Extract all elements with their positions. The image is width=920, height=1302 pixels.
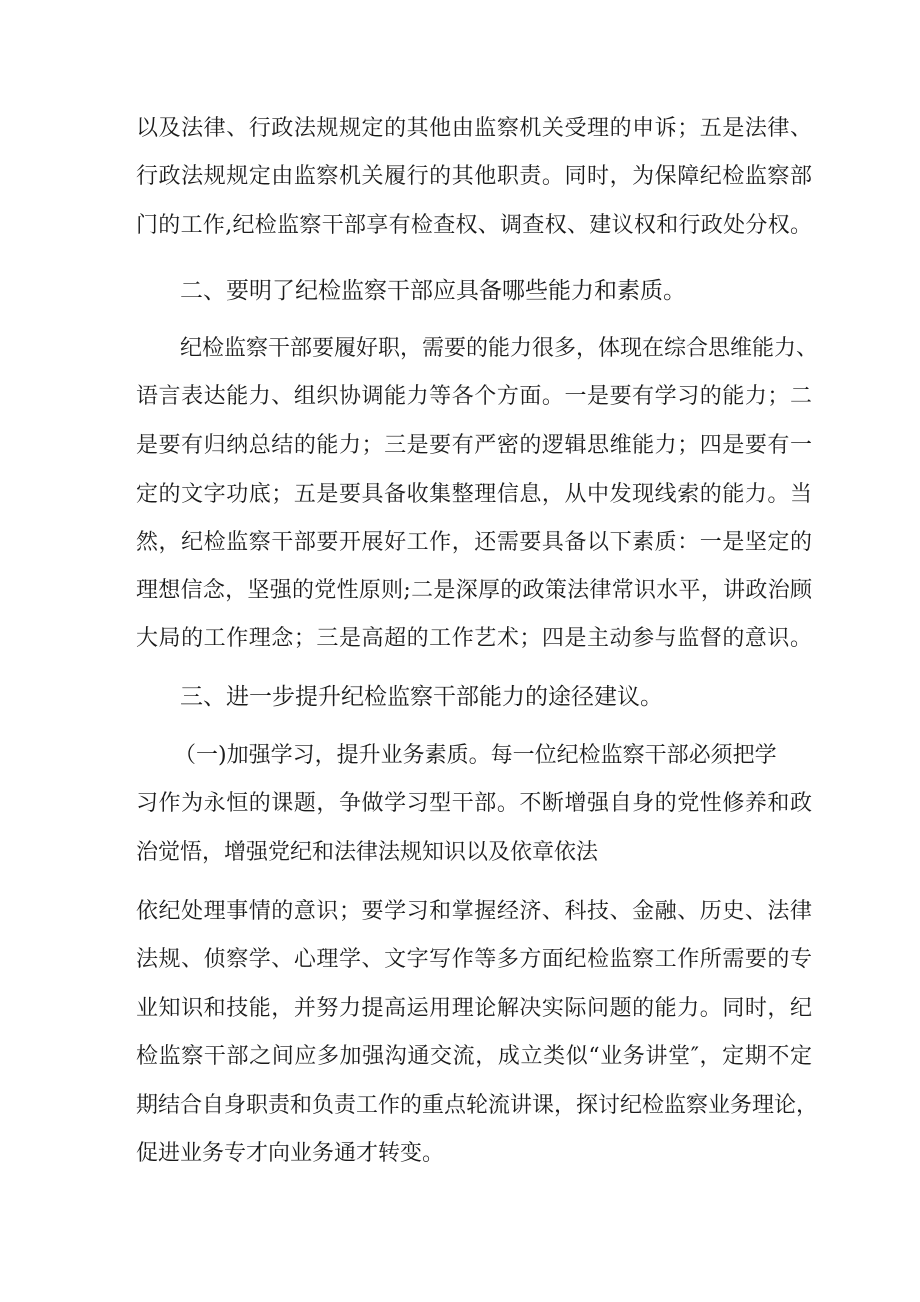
- text-line: 纪检监察干部要履好职，需要的能力很多，体现在综合思维能力、: [180, 336, 819, 361]
- text-line: 检监察干部之间应多加强沟通交流，成立类似“业务讲堂″，定期不定: [136, 1044, 812, 1069]
- text-line: 理想信念，坚强的党性原则;二是深厚的政策法律常识水平，讲政治顾: [136, 578, 812, 603]
- text-line: 习作为永恒的课题，争做学习型干部。不断增强自身的党性修养和政: [136, 791, 812, 816]
- text-line: 行政法规规定由监察机关履行的其他职责。同时，为保障纪检监察部: [136, 164, 812, 189]
- section-heading-3: 三、进一步提升纪检监察干部能力的途径建议。: [180, 684, 663, 710]
- text-line: （一)加强学习，提升业务素质。每一位纪检监察干部必须把学: [174, 743, 777, 768]
- text-line: 期结合自身职责和负责工作的重点轮流讲课，探讨纪检监察业务理论，: [136, 1093, 819, 1118]
- text-line: 门的工作,纪检监察干部享有检查权、调查权、建议权和行政处分权。: [136, 213, 812, 238]
- text-line: 语言表达能力、组织协调能力等各个方面。一是要有学习的能力；二: [136, 384, 812, 409]
- text-line: 然，纪检监察干部要开展好工作，还需要具备以下素质：一是坚定的: [136, 530, 812, 555]
- text-line: 治觉悟，增强党纪和法律法规知识以及依章依法: [136, 840, 599, 865]
- text-line: 法规、侦察学、心理学、文字写作等多方面纪检监察工作所需要的专: [136, 947, 812, 972]
- text-line: 促进业务专才向业务通才转变。: [136, 1141, 445, 1166]
- section-heading-2: 二、要明了纪检监察干部应具备哪些能力和素质。: [180, 278, 686, 304]
- text-line: 以及法律、行政法规规定的其他由监察机关受理的申诉；五是法律、: [136, 116, 812, 141]
- text-line: 是要有归纳总结的能力；三是要有严密的逻辑思维能力；四是要有一: [136, 433, 812, 458]
- text-line: 大局的工作理念；三是高超的工作艺术；四是主动参与监督的意识。: [136, 626, 812, 651]
- text-line: 定的文字功底；五是要具备收集整理信息，从中发现线索的能力。当: [136, 482, 812, 507]
- text-line: 业知识和技能，并努力提高运用理论解决实际问题的能力。同时，纪: [136, 996, 812, 1021]
- text-line: 依纪处理事情的意识；要学习和掌握经济、科技、金融、历史、法律: [136, 899, 812, 924]
